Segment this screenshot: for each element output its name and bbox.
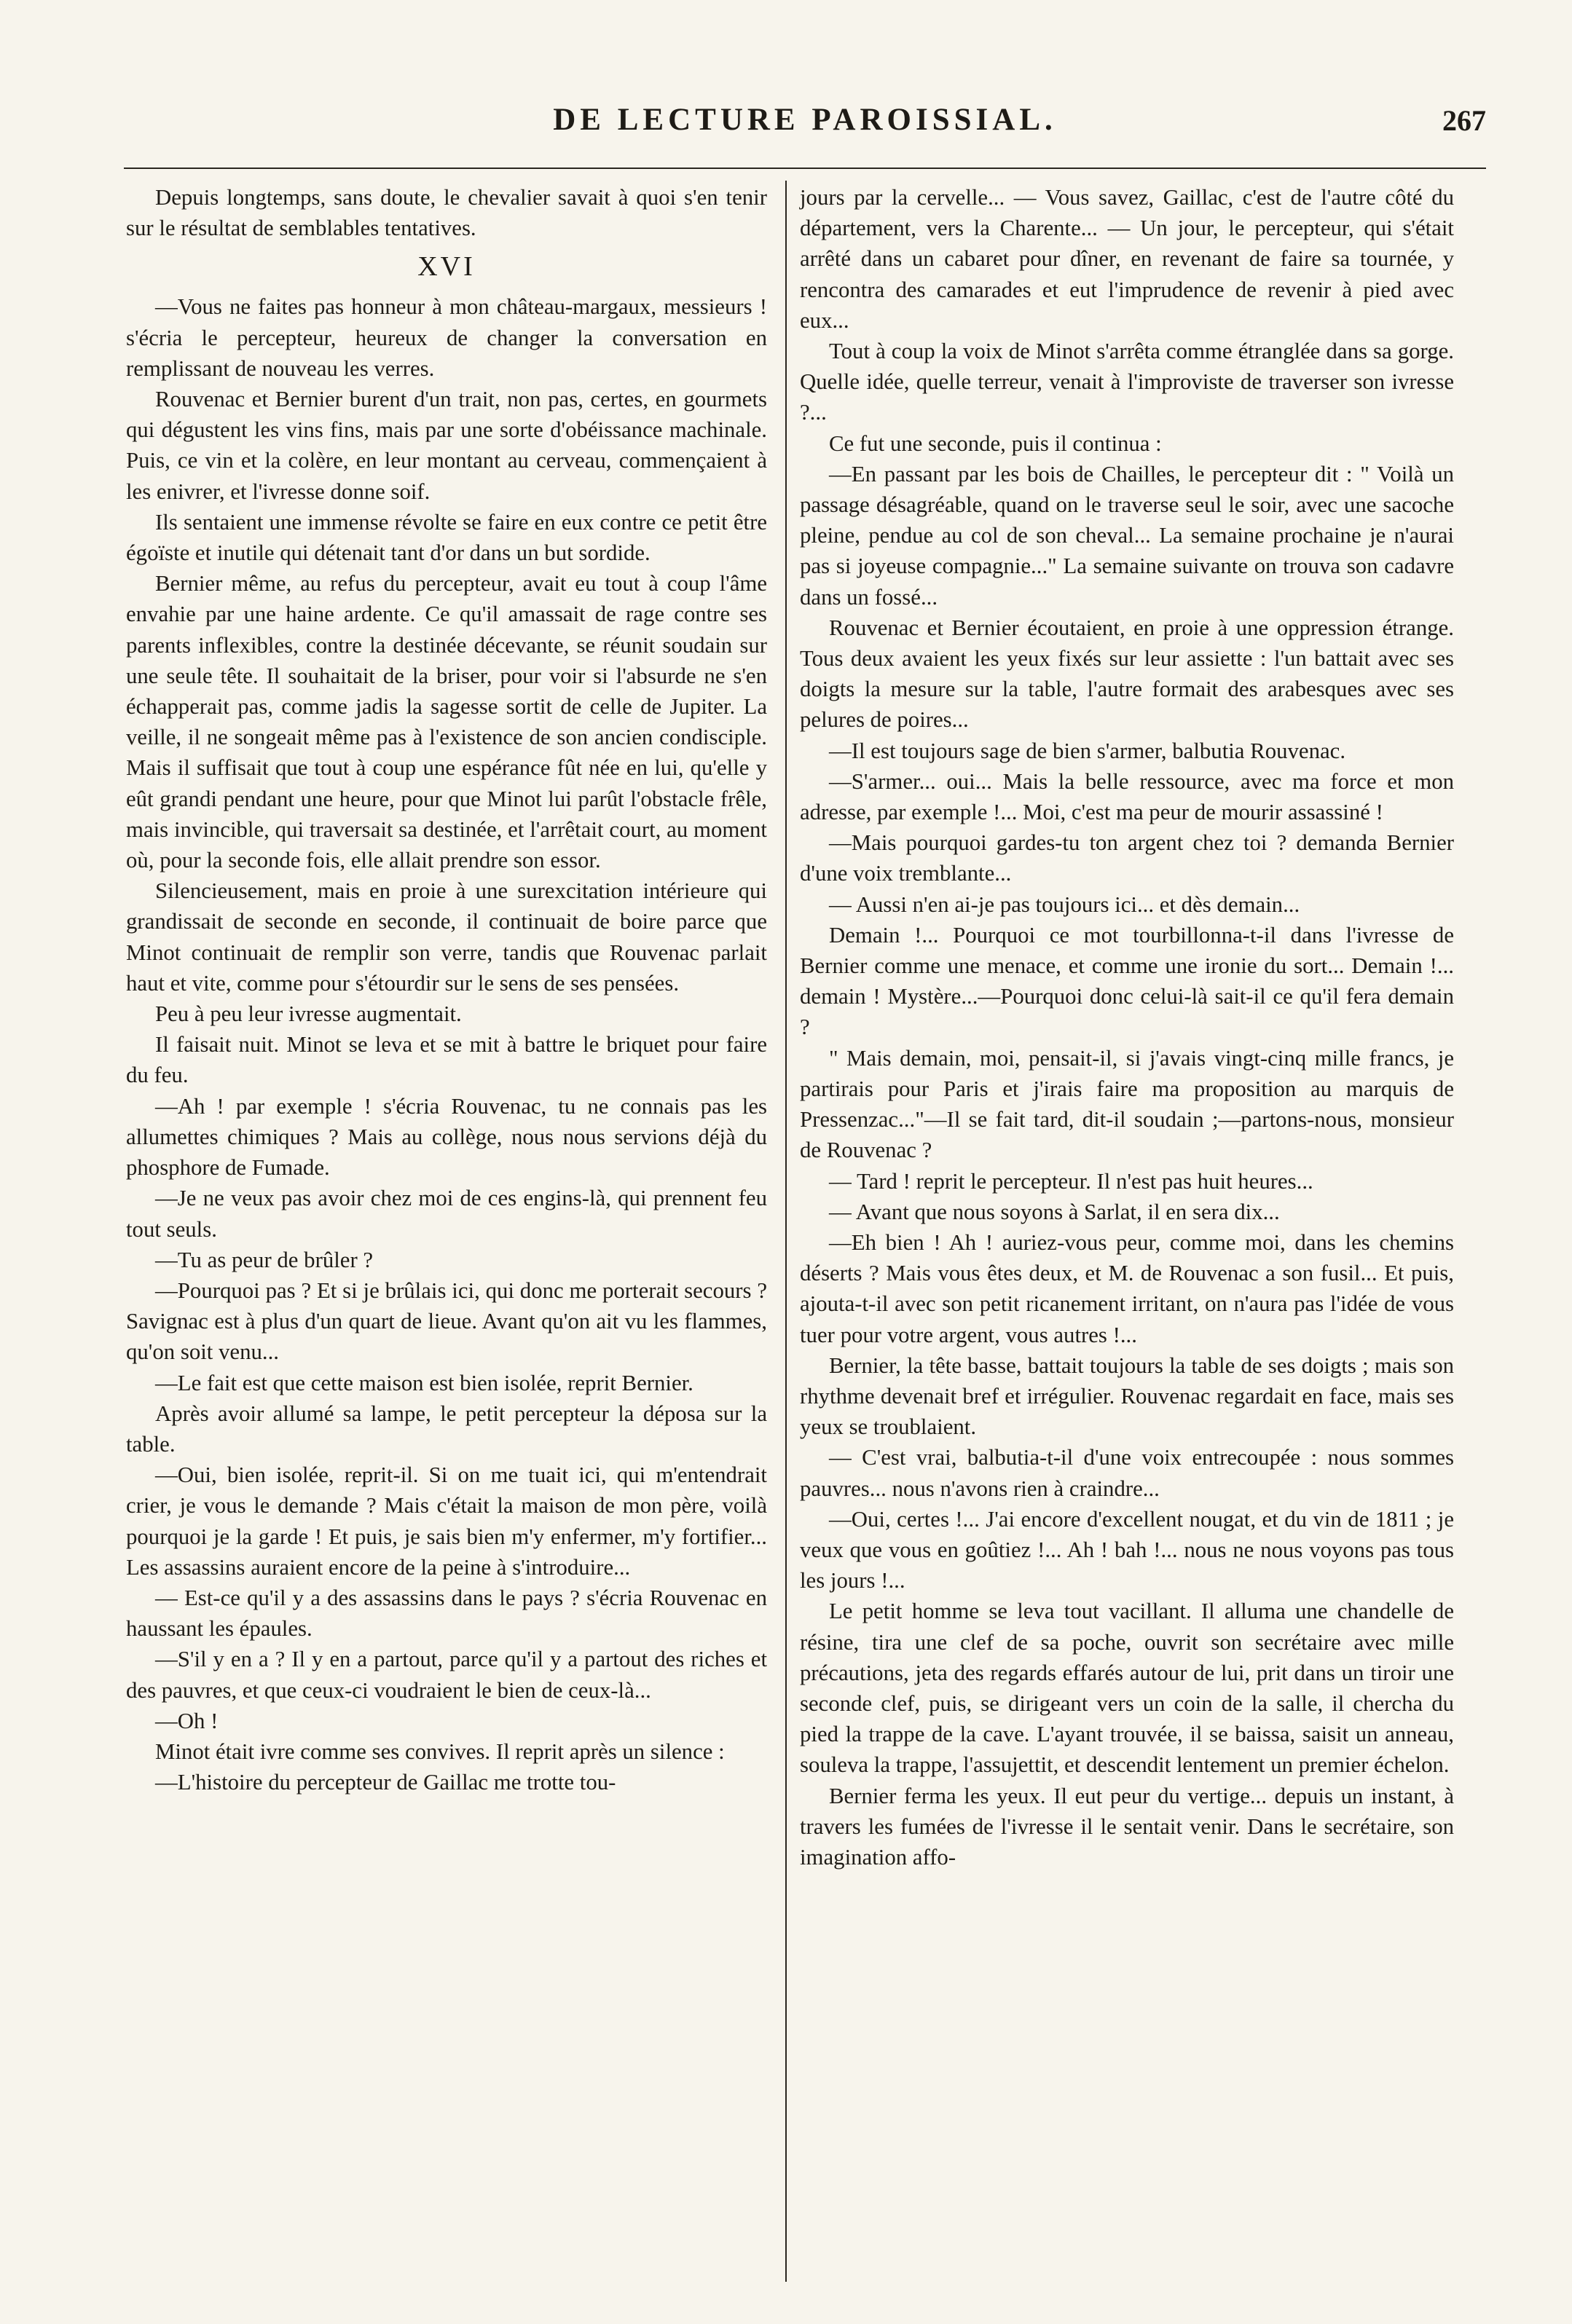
paragraph: — Tard ! reprit le percepteur. Il n'est pas huit heures... bbox=[829, 1168, 1313, 1194]
paragraph: —Tu as peur de brûler ? bbox=[155, 1247, 374, 1272]
left-column bbox=[126, 182, 767, 1797]
paragraph: —S'il y en a ? Il y en a partout, parce qu'il y a partout des riches et des pauvres, et que ceux-ci voudraient le bien de ceux-là... bbox=[126, 1647, 767, 1703]
paragraph: —En passant par les bois de Chailles, le percepteur dit : " Voilà un passage désagréable, quand on le traverse seul le soir, avec une sacoche pleine, pendue au col de son cheval... La semaine prochaine je n'aurai pas si joyeuse compagnie..." La semaine suivante on trouva son cadavre dans un fossé... bbox=[800, 461, 1454, 610]
paragraph: Bernier même, au refus du percepteur, avait eu tout à coup l'âme envahie par une haine ardente. Ce qu'il amassait de rage contre ses parents inflexibles, contre la destinée décevante, se réunit soudain sur une seule tête. Il souhaitait de la briser, pour voir si l'absurde ne s'en échapperait pas, comme jadis la sagesse sortit de celle de Jupiter. La veille, il ne songeait même pas à l'existence de son ancien condisciple. Mais il suffisait que tout à coup une espérance fût née en lui, qu'elle y eût grandi pendant une heure, pour que Minot lui parût l'obstacle frêle, mais invincible, qui traversait sa destinée, et l'arrêtait court, au moment où, pour la seconde fois, elle allait prendre son essor. bbox=[126, 571, 767, 873]
paragraph-continued: jours par la cervelle... — Vous savez, Gaillac, c'est de l'autre côté du département, vers la Charente... — Un jour, le percepteur, qui s'était arrêté dans un cabaret pour dîner, en revenant de faire sa tournée, y rencontra des camarades et eut l'imprudence de revenir à pied avec eux... bbox=[800, 185, 1454, 333]
paragraph: — Est-ce qu'il y a des assassins dans le pays ? s'écria Rouvenac en haussant les épaules. bbox=[126, 1585, 767, 1642]
paragraph: —Oui, bien isolée, reprit-il. Si on me tuait ici, qui m'entendrait crier, je vous le demande ? Mais c'était la maison de mon père, voilà pourquoi je la garde ! Et puis, je sais bien m'y enfermer, m'y fortifier... Les assassins auraient encore de la peine à s'introduire... bbox=[126, 1462, 767, 1580]
paragraph: Depuis longtemps, sans doute, le chevalier savait à quoi s'en tenir sur le résultat de semblables tentatives. bbox=[126, 185, 767, 241]
paragraph: Silencieusement, mais en proie à une surexcitation intérieure qui grandissait de seconde en seconde, il continuait de boire parce que Minot continuait de remplir son verre, tandis que Rouvenac parlait haut et vite, comme pour s'étourdir sur le sens de ses pensées. bbox=[126, 878, 767, 996]
paragraph: —Vous ne faites pas honneur à mon château-margaux, messieurs ! s'écria le percepteur, heureux de changer la conversation en remplissant de nouveau les verres. bbox=[126, 294, 767, 381]
paragraph: Demain !... Pourquoi ce mot tourbillonna-t-il dans l'ivresse de Bernier comme une menace, et comme une ironie du sort... Demain !... demain ! Mystère...—Pourquoi donc celui-là sait-il ce qu'il fera demain ? bbox=[800, 922, 1454, 1040]
paragraph: Rouvenac et Bernier écoutaient, en proie à une oppression étrange. Tous deux avaient les yeux fixés sur leur assiette : l'un battait avec ses doigts la mesure sur la table, l'autre formait des arabesques avec ses pelures de poires... bbox=[800, 615, 1454, 733]
paragraph: Il faisait nuit. Minot se leva et se mit à battre le briquet pour faire du feu. bbox=[126, 1032, 767, 1088]
paragraph: Ce fut une seconde, puis il continua : bbox=[829, 430, 1162, 456]
paragraph: —Ah ! par exemple ! s'écria Rouvenac, tu ne connais pas les allumettes chimiques ? Mais au collège, nous nous servions déjà du phosphore de Fumade. bbox=[126, 1093, 767, 1181]
chapter-heading: XVI bbox=[417, 251, 476, 283]
paragraph: Bernier, la tête basse, battait toujours la table de ses doigts ; mais son rhythme devenait bref et irrégulier. Rouvenac regardait en face, mais ses yeux se troublaient. bbox=[800, 1352, 1454, 1440]
paragraph: — C'est vrai, balbutia-t-il d'une voix entrecoupée : nous sommes pauvres... nous n'avons rien à craindre... bbox=[800, 1445, 1454, 1501]
page-header bbox=[124, 102, 1486, 153]
header-rule bbox=[124, 168, 1486, 169]
paragraph: Tout à coup la voix de Minot s'arrêta comme étranglée dans sa gorge. Quelle idée, quelle terreur, venait à l'improviste de traverser son ivresse ?... bbox=[800, 339, 1454, 425]
paragraph: —Eh bien ! Ah ! auriez-vous peur, comme moi, dans les chemins déserts ? Mais vous êtes deux, et M. de Rouvenac a son fusil... Et puis, ajouta-t-il avec son petit ricanement irritant, on n'aura pas l'idée de vous tuer pour votre argent, vous autres !... bbox=[800, 1229, 1454, 1347]
paragraph: Rouvenac et Bernier burent d'un trait, non pas, certes, en gourmets qui dégustent les vins fins, mais par une sorte d'obéissance machinale. Puis, ce vin et la colère, en leur montant au cerveau, commençaient à les enivrer, et l'ivresse donne soif. bbox=[126, 387, 767, 504]
paragraph: Après avoir allumé sa lampe, le petit percepteur la déposa sur la table. bbox=[126, 1401, 767, 1457]
paragraph: —Oui, certes !... J'ai encore d'excellent nougat, et du vin de 1811 ; je veux que vous en goûtiez !... Ah ! bah !... nous ne nous voyons pas tous les jours !... bbox=[800, 1506, 1454, 1594]
paragraph: — Avant que nous soyons à Sarlat, il en sera dix... bbox=[829, 1199, 1280, 1224]
paragraph: Minot était ivre comme ses convives. Il reprit après un silence : bbox=[155, 1738, 725, 1764]
paragraph: —Je ne veux pas avoir chez moi de ces engins-là, qui prennent feu tout seuls. bbox=[126, 1186, 767, 1242]
paragraph: Le petit homme se leva tout vacillant. Il alluma une chandelle de résine, tira une clef de sa poche, ouvrit son secrétaire avec mille précautions, jeta des regards effarés autour de lui, prit dans un tiroir une seconde clef, puis, se dirigeant vers un coin de la salle, il chercha du pied la trappe de la cave. L'ayant trouvée, il se baissa, saisit un anneau, souleva la trappe, l'assujettit, et descendit lentement un premier échelon. bbox=[800, 1599, 1454, 1778]
paragraph: Ils sentaient une immense révolte se faire en eux contre ce petit être égoïste et inutile qui détenait tant d'or dans un but sordide. bbox=[126, 509, 767, 566]
paragraph: —Il est toujours sage de bien s'armer, balbutia Rouvenac. bbox=[829, 738, 1346, 763]
paragraph: —Oh ! bbox=[155, 1708, 219, 1733]
right-column bbox=[800, 182, 1454, 1872]
paragraph: Bernier ferma les yeux. Il eut peur du vertige... depuis un instant, à travers les fumées de l'ivresse il le sentait venir. Dans le secrétaire, son imagination affo- bbox=[800, 1783, 1454, 1870]
paragraph: —L'histoire du percepteur de Gaillac me trotte tou- bbox=[155, 1770, 616, 1795]
paragraph: — Aussi n'en ai-je pas toujours ici... et dès demain... bbox=[829, 891, 1300, 917]
page-number: 267 bbox=[1442, 104, 1486, 137]
paragraph: Peu à peu leur ivresse augmentait. bbox=[155, 1001, 462, 1027]
paragraph: —S'armer... oui... Mais la belle ressource, avec ma force et mon adresse, par exemple !... Moi, c'est ma peur de mourir assassiné ! bbox=[800, 768, 1454, 825]
running-title: DE LECTURE PAROISSIAL. bbox=[553, 103, 1057, 137]
paragraph: —Le fait est que cette maison est bien isolée, reprit Bernier. bbox=[155, 1370, 693, 1395]
paragraph: —Pourquoi pas ? Et si je brûlais ici, qui donc me porterait secours ? Savignac est à plus d'un quart de lieue. Avant qu'on ait vu les flammes, qu'on soit venu... bbox=[126, 1277, 767, 1365]
column-divider bbox=[785, 181, 787, 2282]
paragraph: —Mais pourquoi gardes-tu ton argent chez toi ? demanda Bernier d'une voix tremblante... bbox=[800, 830, 1454, 886]
paragraph: " Mais demain, moi, pensait-il, si j'avais vingt-cinq mille francs, je partirais pour Paris et j'irais faire ma proposition au marquis de Pressenzac..."—Il se fait tard, dit-il soudain ;—partons-nous, monsieur de Rouvenac ? bbox=[800, 1045, 1454, 1163]
